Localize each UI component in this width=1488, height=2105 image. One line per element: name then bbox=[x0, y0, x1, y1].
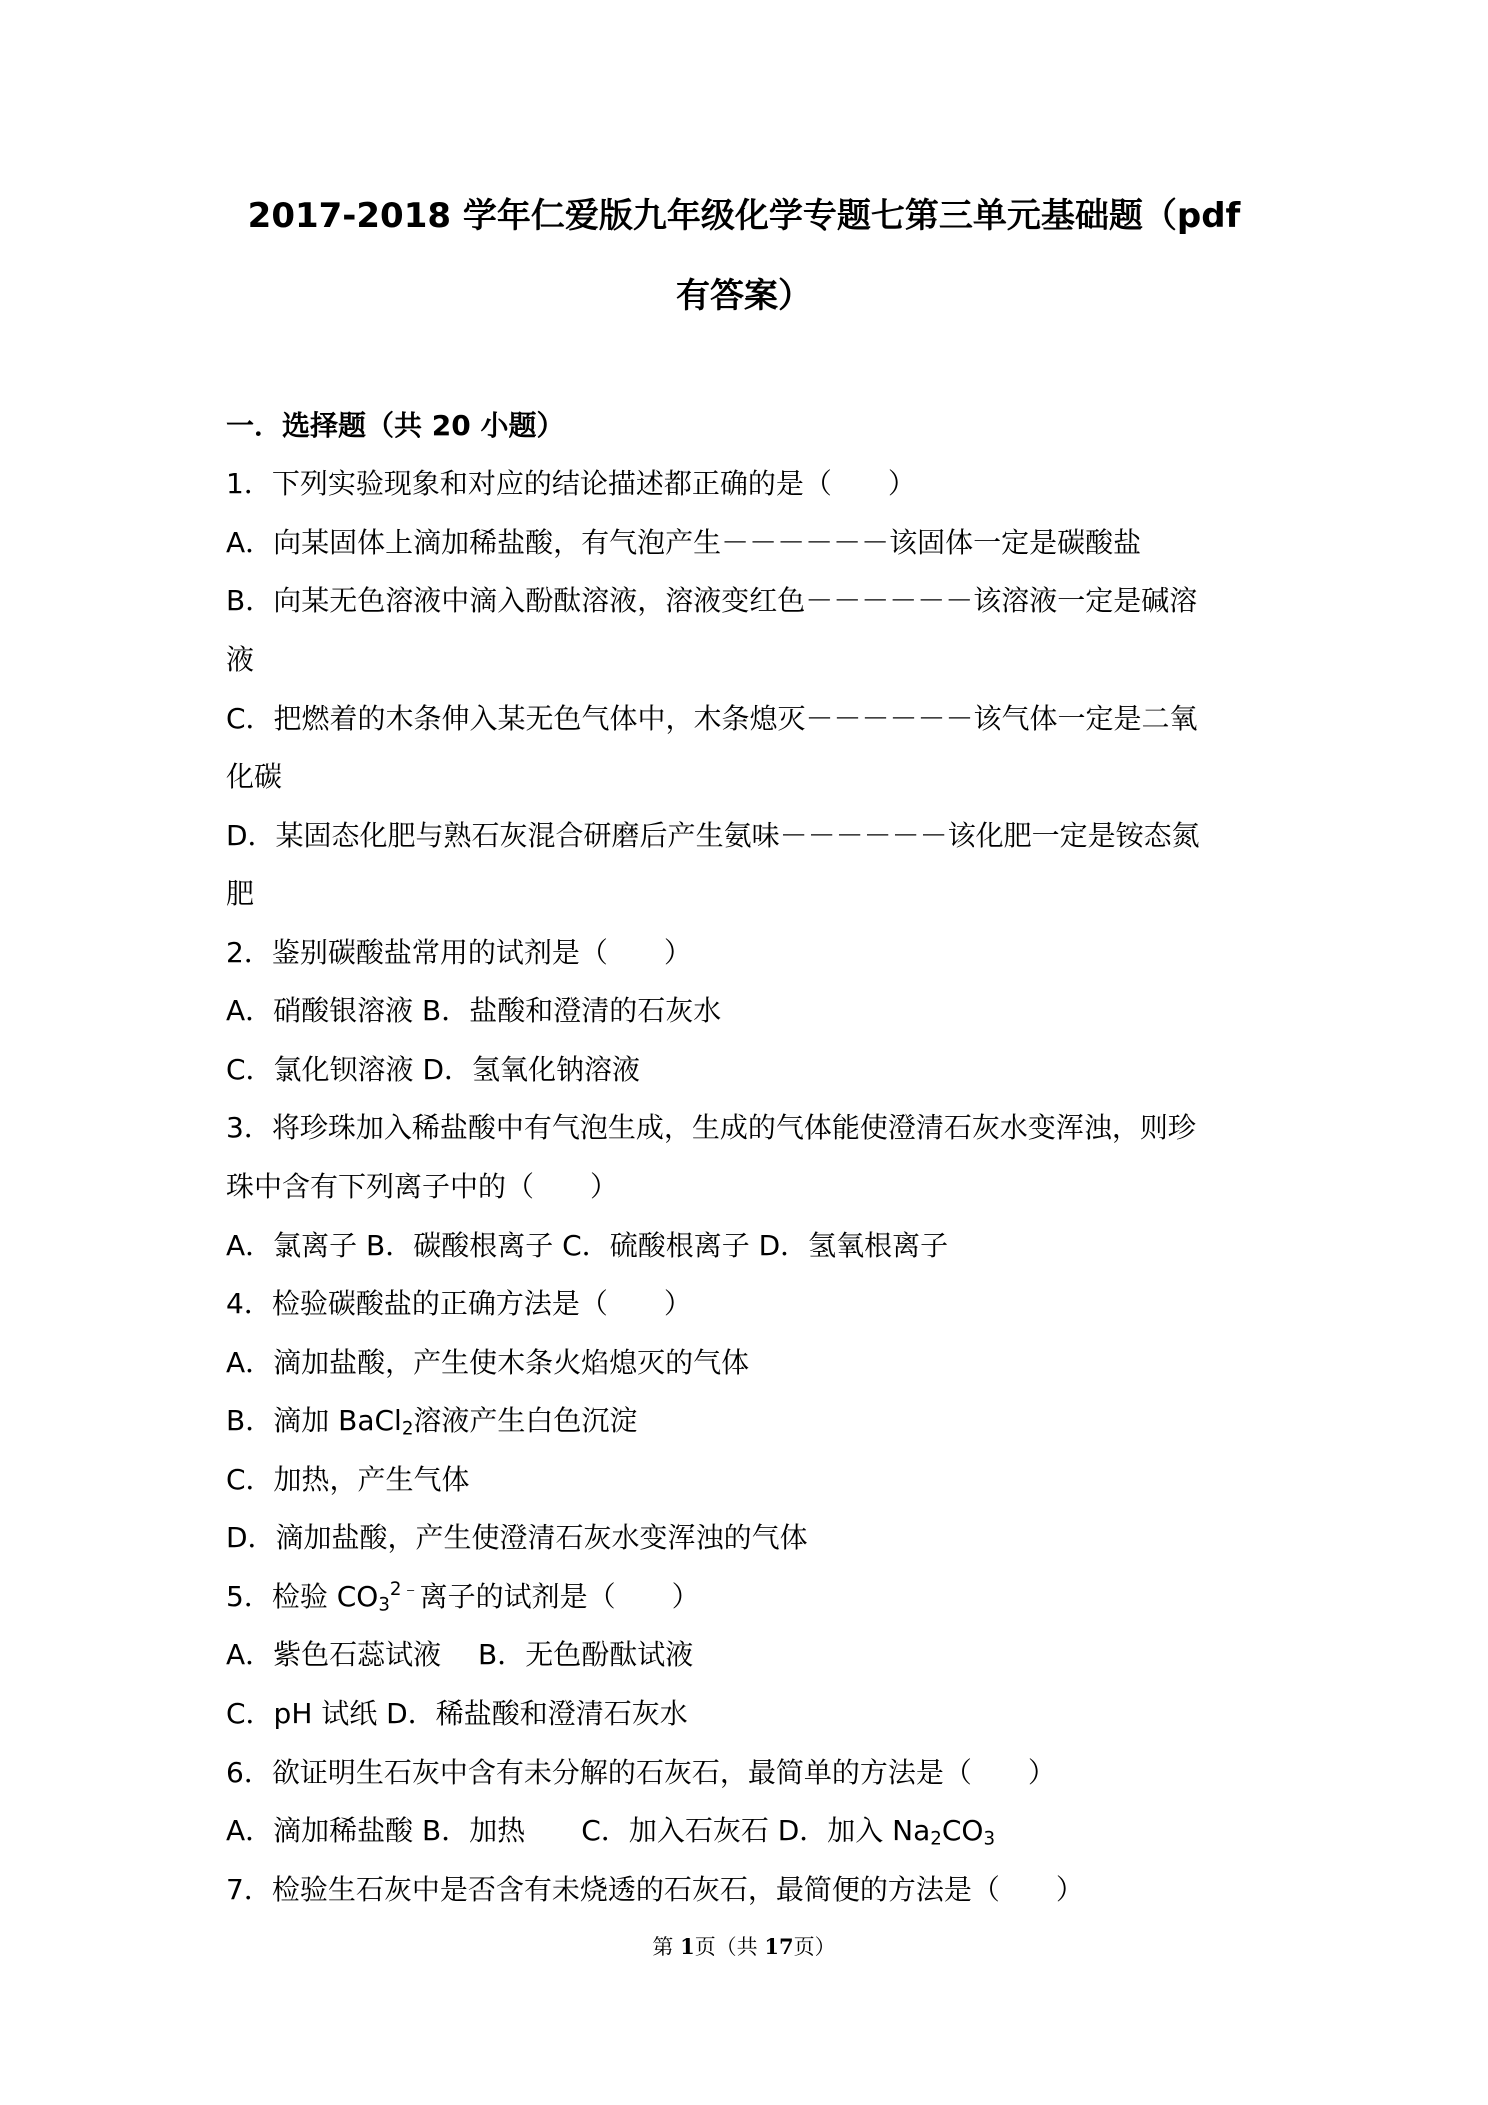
footer-middle: 页（共 bbox=[694, 1935, 765, 1959]
footer-page-number: 1 bbox=[680, 1934, 695, 1959]
q6-stem: 6．欲证明生石灰中含有未分解的石灰石，最简单的方法是（ ） bbox=[226, 1756, 1056, 1789]
q5-options-cd: C．pH 试纸 D．稀盐酸和澄清石灰水 bbox=[226, 1697, 688, 1730]
q4-option-b-suffix: 溶液产生白色沉淀 bbox=[413, 1404, 638, 1437]
q6-options-subscript-1: 2 bbox=[930, 1828, 942, 1850]
q5-options-ab: A．紫色石蕊试液 B．无色酚酞试液 bbox=[226, 1638, 694, 1671]
q1-option-d-line1: D．某固态化肥与熟石灰混合研磨后产生氨味－－－－－－该化肥一定是铵态氮 bbox=[226, 819, 1200, 852]
q5-stem-superscript: 2﹣ bbox=[389, 1579, 420, 1601]
q4-stem: 4．检验碳酸盐的正确方法是（ ） bbox=[226, 1287, 692, 1320]
footer-total-pages: 17 bbox=[764, 1934, 794, 1959]
section-heading: 一．选择题（共 20 小题） bbox=[226, 409, 565, 442]
q7-stem: 7．检验生石灰中是否含有未烧透的石灰石，最简便的方法是（ ） bbox=[226, 1873, 1084, 1906]
q1-option-a: A．向某固体上滴加稀盐酸，有气泡产生－－－－－－该固体一定是碳酸盐 bbox=[226, 526, 1142, 559]
q5-stem-suffix: 离子的试剂是（ ） bbox=[419, 1580, 700, 1613]
q2-options-ab: A．硝酸银溶液 B．盐酸和澄清的石灰水 bbox=[226, 994, 722, 1027]
q3-stem-line2: 珠中含有下列离子中的（ ） bbox=[226, 1170, 619, 1203]
q4-option-b bbox=[226, 1404, 637, 1438]
footer-prefix: 第 bbox=[652, 1935, 681, 1959]
q1-option-d-line2: 肥 bbox=[226, 877, 255, 910]
q5-stem bbox=[226, 1580, 700, 1614]
q1-option-b-line1: B．向某无色溶液中滴入酚酞溶液，溶液变红色－－－－－－该溶液一定是碱溶 bbox=[226, 584, 1198, 617]
q4-option-b-prefix: B．滴加 BaCl bbox=[226, 1404, 402, 1437]
q1-stem: 1．下列实验现象和对应的结论描述都正确的是（ ） bbox=[226, 467, 916, 500]
page-footer bbox=[0, 1934, 1488, 1960]
document-title-line1: 2017-2018 学年仁爱版九年级化学专题七第三单元基础题（pdf bbox=[247, 196, 1241, 236]
q6-options-mid: CO bbox=[941, 1814, 984, 1847]
q4-option-d: D．滴加盐酸，产生使澄清石灰水变浑浊的气体 bbox=[226, 1521, 808, 1554]
q4-option-a: A．滴加盐酸，产生使木条火焰熄灭的气体 bbox=[226, 1346, 750, 1379]
q1-option-c-line1: C．把燃着的木条伸入某无色气体中，木条熄灭－－－－－－该气体一定是二氧 bbox=[226, 702, 1198, 735]
q1-option-b-line2: 液 bbox=[226, 643, 255, 676]
q4-option-c: C．加热，产生气体 bbox=[226, 1463, 470, 1496]
q3-options: A．氯离子 B．碳酸根离子 C．硫酸根离子 D．氢氧根离子 bbox=[226, 1229, 949, 1262]
q2-options-cd: C．氯化钡溶液 D．氢氧化钠溶液 bbox=[226, 1053, 641, 1086]
q5-stem-subscript: 3 bbox=[378, 1594, 390, 1616]
q3-stem-line1: 3．将珍珠加入稀盐酸中有气泡生成，生成的气体能使澄清石灰水变浑浊，则珍 bbox=[226, 1111, 1196, 1144]
q6-options-subscript-2: 3 bbox=[983, 1828, 996, 1850]
q6-options-prefix: A．滴加稀盐酸 B．加热 C．加入石灰石 D．加入 Na bbox=[226, 1814, 931, 1847]
q6-options bbox=[226, 1814, 995, 1848]
footer-suffix: 页） bbox=[793, 1935, 836, 1959]
q1-option-c-line2: 化碳 bbox=[226, 760, 283, 793]
q5-stem-prefix: 5．检验 CO bbox=[226, 1580, 379, 1613]
q4-option-b-subscript: 2 bbox=[401, 1418, 414, 1440]
document-title-line2: 有答案） bbox=[676, 276, 812, 316]
q2-stem: 2．鉴别碳酸盐常用的试剂是（ ） bbox=[226, 936, 692, 969]
